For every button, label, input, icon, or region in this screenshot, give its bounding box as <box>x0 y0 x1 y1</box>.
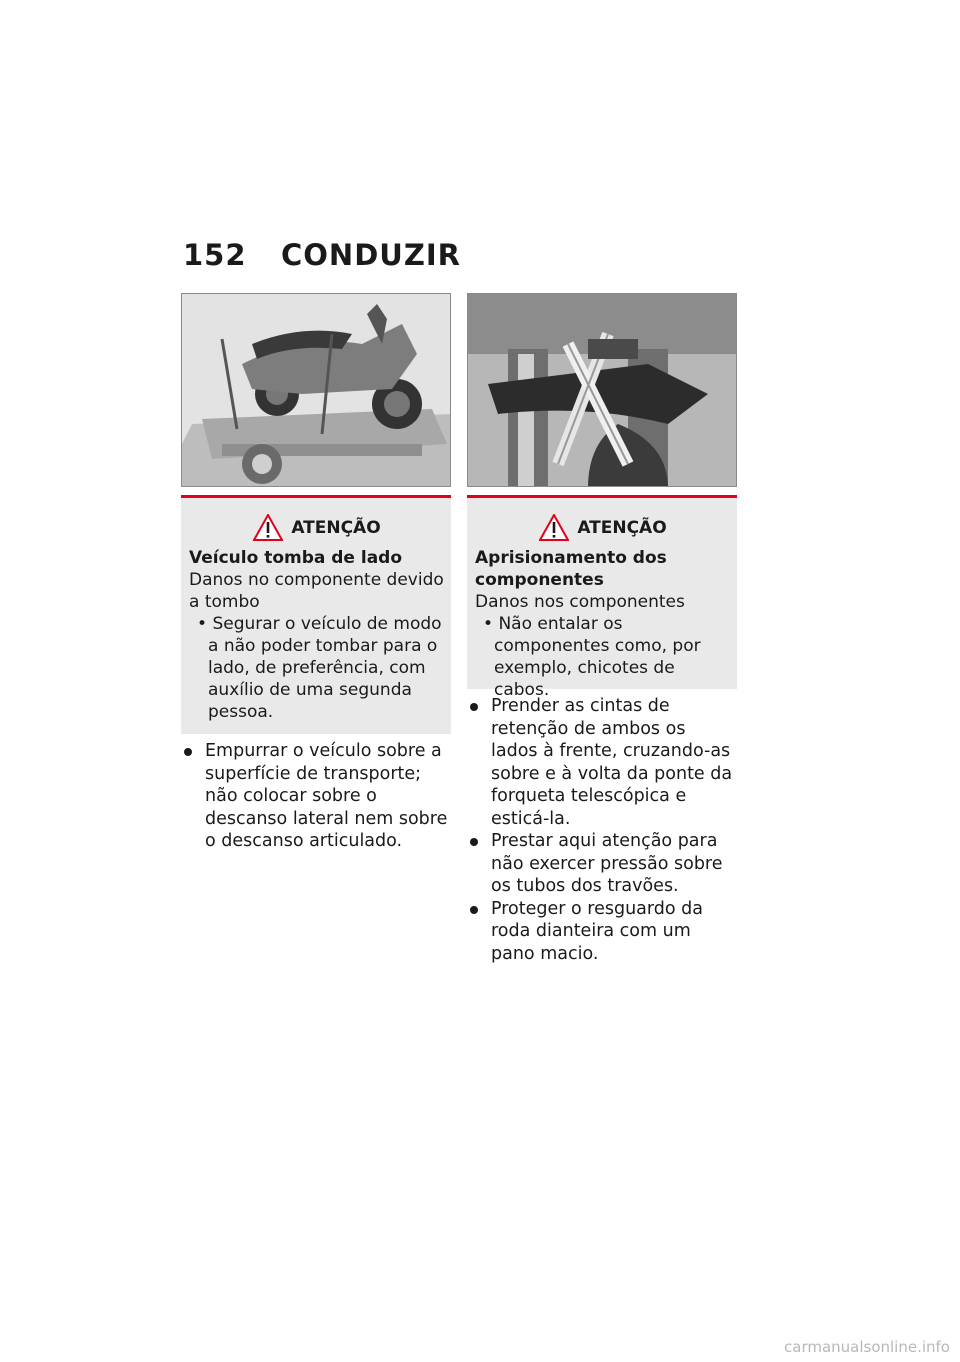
warning-title: ATENÇÃO <box>291 517 381 538</box>
page-header <box>183 238 461 272</box>
list-item: Proteger o resguardo da roda dianteira com um pano macio. <box>467 898 737 966</box>
motorcycle-on-trailer-photo <box>181 293 451 487</box>
warning-consequence: Danos nos componentes <box>475 592 685 612</box>
warning-box-right <box>467 495 737 700</box>
page-number: 152 <box>183 238 247 272</box>
warning-measure: • Não entalar os componentes como, por exemplo, chicotes de cabos. <box>483 614 701 700</box>
warning-triangle-icon <box>539 514 569 541</box>
steps-list-right <box>467 695 737 965</box>
warning-subject: Veículo tomba de lado <box>189 548 403 568</box>
warning-title: ATENÇÃO <box>577 517 667 538</box>
chapter-title: CONDUZIR <box>281 238 461 272</box>
warning-measure: • Segurar o veículo de modo a não poder tombar para o lado, de preferência, com auxílio de uma segunda pessoa. <box>197 614 442 722</box>
steps-list-left <box>181 740 451 853</box>
warning-box-left <box>181 495 451 734</box>
list-item: Empurrar o veículo sobre a superfície de transporte; não colocar sobre o descanso lateral nem sobre o descanso articulado. <box>181 740 451 853</box>
warning-triangle-icon <box>253 514 283 541</box>
warning-header <box>475 514 731 541</box>
warning-header <box>189 514 445 541</box>
warning-subject: Aprisionamento dos componentes <box>475 548 667 590</box>
list-item: Prestar aqui atenção para não exercer pressão sobre os tubos dos travões. <box>467 830 737 898</box>
list-item: Prender as cintas de retenção de ambos os lados à frente, cruzando-as sobre e à volta da ponte da forqueta telescópica e esticá-la. <box>467 695 737 830</box>
watermark: carmanualsonline.info <box>784 1338 950 1356</box>
warning-consequence: Danos no componente devido a tombo <box>189 570 444 612</box>
fork-strapping-photo <box>467 293 737 487</box>
